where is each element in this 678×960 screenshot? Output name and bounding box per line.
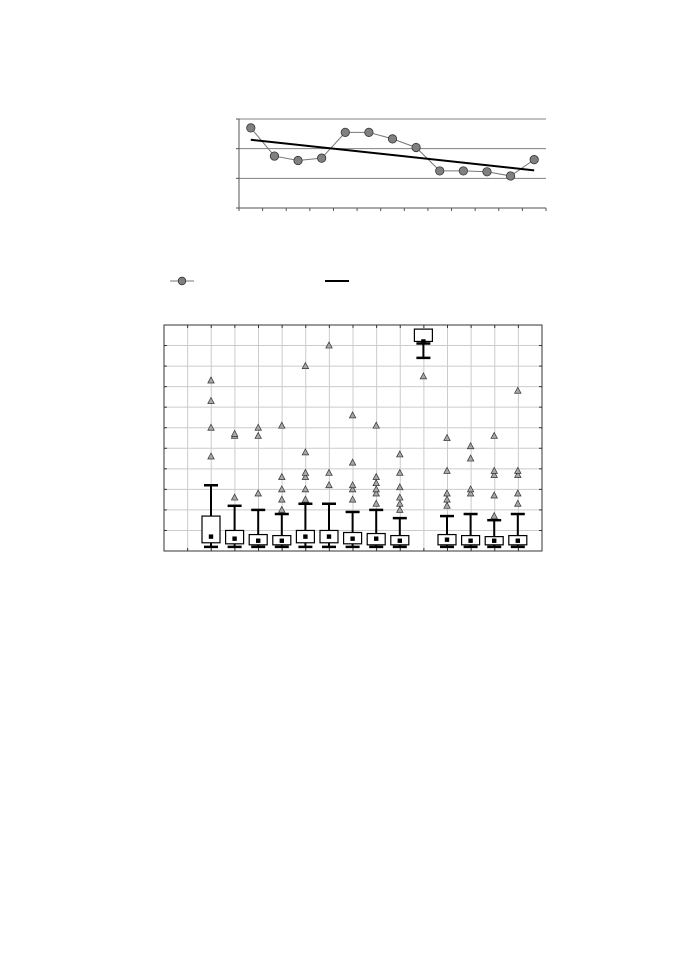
outlier-marker	[302, 449, 308, 455]
outlier-marker	[302, 469, 308, 475]
data-point	[341, 128, 349, 136]
line-chart	[236, 119, 546, 211]
median-marker	[492, 539, 496, 543]
data-point	[270, 152, 278, 160]
median-marker	[209, 534, 213, 538]
outlier-marker	[349, 412, 355, 418]
data-point	[506, 172, 514, 180]
outlier-marker	[231, 494, 237, 500]
outlier-marker	[279, 422, 285, 428]
outlier-marker	[208, 398, 214, 404]
outlier-marker	[373, 422, 379, 428]
outlier-marker	[515, 467, 521, 473]
data-point	[530, 155, 538, 163]
data-point	[317, 154, 325, 162]
legend-circle-marker	[178, 277, 186, 285]
outlier-marker	[373, 500, 379, 506]
data-point	[294, 156, 302, 164]
outlier-marker	[279, 474, 285, 480]
outlier-marker	[420, 373, 426, 379]
outlier-marker	[515, 490, 521, 496]
median-marker	[350, 536, 354, 540]
outlier-marker	[397, 494, 403, 500]
outlier-marker	[491, 432, 497, 438]
data-point	[388, 135, 396, 143]
outlier-marker	[255, 490, 261, 496]
outlier-marker	[491, 492, 497, 498]
outlier-marker	[444, 502, 450, 508]
median-marker	[374, 536, 378, 540]
outlier-marker	[279, 496, 285, 502]
data-point	[436, 167, 444, 175]
outlier-marker	[444, 467, 450, 473]
trend-line	[251, 140, 534, 171]
median-marker	[468, 539, 472, 543]
median-marker	[445, 538, 449, 542]
median-marker	[398, 539, 402, 543]
data-point	[247, 124, 255, 132]
median-marker	[516, 539, 520, 543]
data-point	[483, 168, 491, 176]
outlier-marker	[373, 480, 379, 486]
outlier-marker	[349, 459, 355, 465]
outlier-marker	[515, 387, 521, 393]
box-plot-chart	[164, 325, 542, 551]
outlier-marker	[349, 482, 355, 488]
outlier-marker	[208, 453, 214, 459]
outlier-marker	[302, 496, 308, 502]
median-marker	[280, 539, 284, 543]
outlier-marker	[349, 496, 355, 502]
outlier-marker	[326, 469, 332, 475]
outlier-marker	[491, 467, 497, 473]
median-marker	[421, 339, 425, 343]
outlier-marker	[491, 513, 497, 519]
outlier-marker	[397, 500, 403, 506]
outlier-marker	[444, 496, 450, 502]
outlier-marker	[208, 377, 214, 383]
box-group	[509, 387, 527, 547]
data-point	[459, 167, 467, 175]
outlier-marker	[467, 455, 473, 461]
data-point	[365, 128, 373, 136]
outlier-marker	[444, 435, 450, 441]
legend	[170, 277, 349, 285]
outlier-marker	[326, 482, 332, 488]
median-marker	[256, 539, 260, 543]
outlier-marker	[255, 432, 261, 438]
outlier-marker	[397, 469, 403, 475]
data-point	[412, 143, 420, 151]
outlier-marker	[515, 500, 521, 506]
median-marker	[303, 534, 307, 538]
box-group	[462, 443, 480, 547]
outlier-marker	[397, 451, 403, 457]
outlier-marker	[467, 443, 473, 449]
outlier-marker	[373, 474, 379, 480]
outlier-marker	[231, 430, 237, 436]
outlier-marker	[444, 490, 450, 496]
median-marker	[327, 534, 331, 538]
median-marker	[232, 536, 236, 540]
outlier-marker	[397, 484, 403, 490]
